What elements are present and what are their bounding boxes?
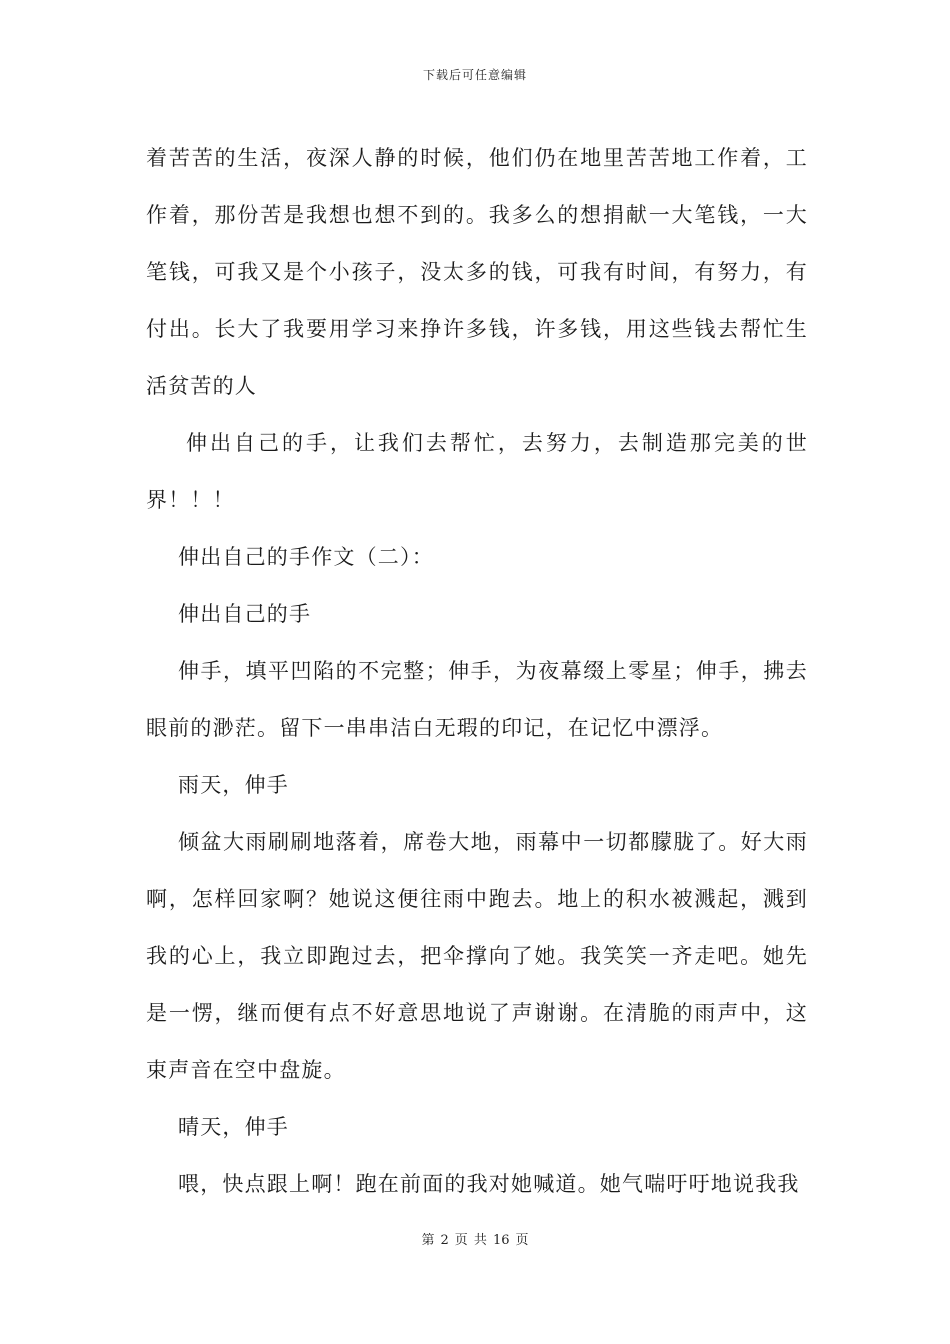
paragraph-continued: 着苦苦的生活，夜深人静的时候，他们仍在地里苦苦地工作着，工作着，那份苦是我想也想不到的。我多么的想捐献一大笔钱，一大笔钱，可我又是个小孩子，没太多的钱，可我有时间，有努力，有付出。长大了我要用学习来挣许多钱，许多钱，用这些钱去帮忙生活贫苦的人 bbox=[146, 146, 808, 398]
page-footer bbox=[0, 1229, 950, 1248]
footer-suffix: 页 bbox=[515, 1233, 529, 1248]
document-body bbox=[146, 130, 808, 1213]
paragraph-call-to-action: 伸出自己的手，让我们去帮忙，去努力，去制造那完美的世界！！！ bbox=[146, 431, 808, 512]
paragraph-intro: 伸手，填平凹陷的不完整；伸手，为夜幕缀上零星；伸手，拂去眼前的渺茫。留下一串串洁白无瑕的印记，在记忆中漂浮。 bbox=[146, 659, 808, 740]
footer-middle: 页 共 bbox=[454, 1233, 487, 1248]
footer-prefix: 第 bbox=[421, 1233, 435, 1248]
essay-heading: 伸出自己的手作文（二）： bbox=[178, 545, 434, 569]
page-total: 16 bbox=[492, 1233, 510, 1248]
page-header: 下载后可任意编辑 bbox=[422, 68, 527, 82]
section-heading-sunny: 晴天，伸手 bbox=[178, 1115, 289, 1139]
paragraph-sunny: 喂，快点跟上啊！跑在前面的我对她喊道。她气喘吁吁地说我我 bbox=[178, 1172, 800, 1196]
essay-title: 伸出自己的手 bbox=[178, 602, 312, 626]
section-heading-rainy: 雨天，伸手 bbox=[178, 773, 289, 797]
page-number: 2 bbox=[440, 1233, 449, 1248]
paragraph-rainy: 倾盆大雨刷刷地落着，席卷大地，雨幕中一切都朦胧了。好大雨啊，怎样回家啊？她说这便往雨中跑去。地上的积水被溅起，溅到我的心上，我立即跑过去，把伞撑向了她。我笑笑一齐走吧。她先是一愣，继而便有点不好意思地说了声谢谢。在清脆的雨声中，这束声音在空中盘旋。 bbox=[146, 830, 808, 1082]
